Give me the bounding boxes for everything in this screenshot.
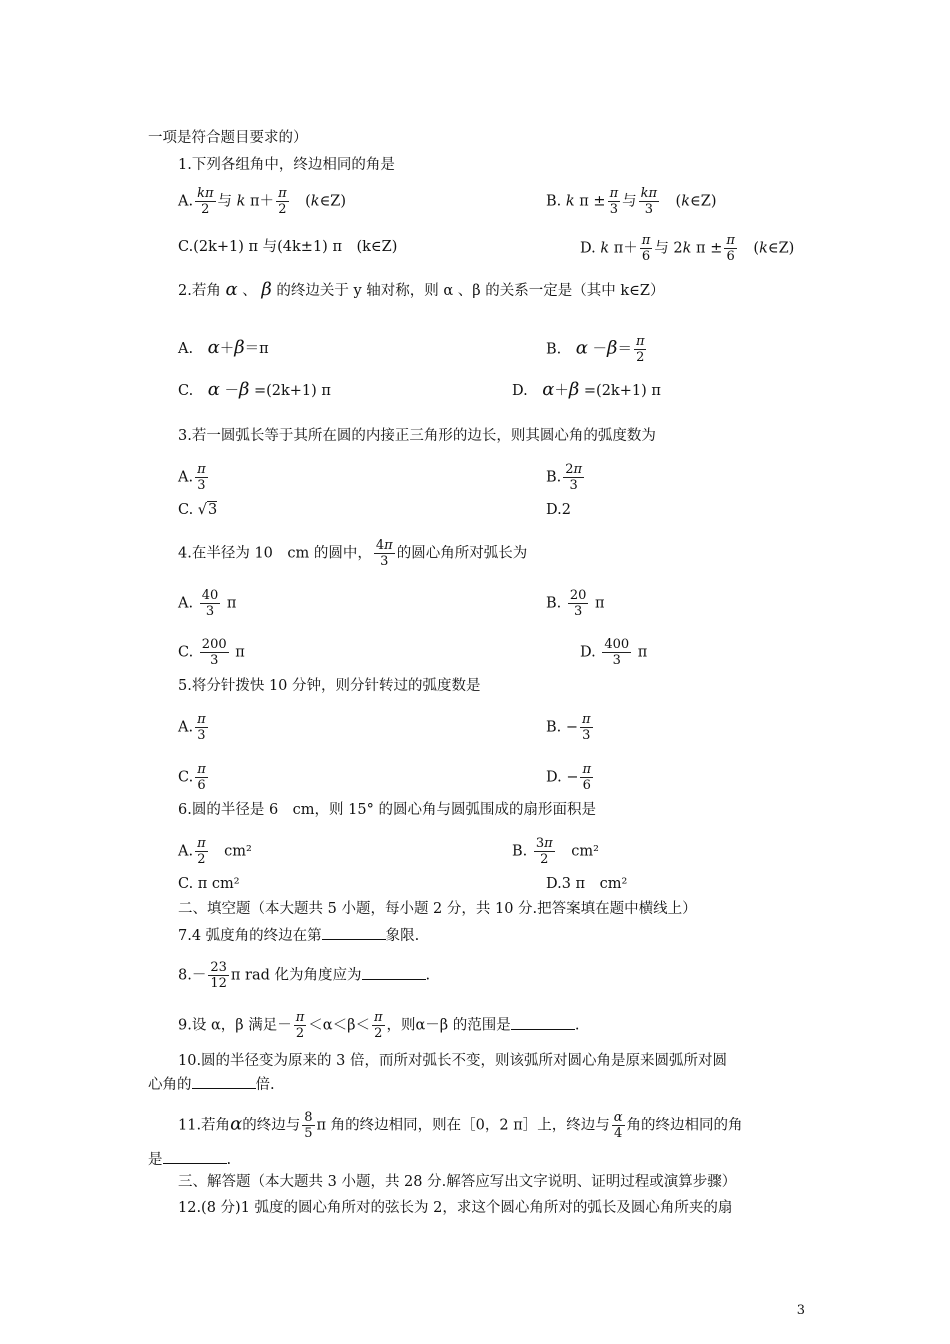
section-2-heading: 二、填空题（本大题共 5 小题，每小题 2 分，共 10 分.把答案填在题中横线上） <box>178 901 697 917</box>
question-4-stem: 4.在半径为 10 cm 的圆中， $\frac{4\pi}{3}$ 的圆心角所对弧长为 <box>178 538 528 569</box>
section-header: 一项是符合题目要求的） <box>148 130 308 146</box>
question-11-line-2: 是 . <box>148 1149 231 1170</box>
question-3-stem: 3.若一圆弧长等于其所在圆的内接正三角形的边长，则其圆心角的弧度数为 <box>178 428 656 444</box>
q6-option-a: A. $\frac{\pi}{2}$ cm² <box>178 836 252 867</box>
question-2-stem: 2.若角 α 、 β 的终边关于 y 轴对称，则 α 、β 的关系一定是（其中 k∈Z） <box>178 279 665 300</box>
q2-option-a: A. α＋β＝π <box>178 337 269 358</box>
question-1-stem: 1.下列各组角中，终边相同的角是 <box>178 157 395 173</box>
answer-blank[interactable] <box>511 1015 575 1030</box>
q6-option-d: D.3 π cm² <box>546 876 628 892</box>
q5-option-d: D. − $\frac{\pi}{6}$ <box>546 762 592 793</box>
q5-option-a: A. $\frac{\pi}{3}$ <box>178 712 206 743</box>
q2-option-c: C. α －β =(2k+1) π <box>178 379 331 400</box>
question-6-stem: 6.圆的半径是 6 cm，则 15° 的圆心角与圆弧围成的扇形面积是 <box>178 802 596 818</box>
q5-option-c: C. $\frac{\pi}{6}$ <box>178 762 206 793</box>
q4-option-b: B. $\frac{20}{3}$ π <box>546 588 605 619</box>
question-9: 9.设 α，β 满足－ $\frac{\pi}{2}$ ＜α＜β＜ $\frac{\pi}{2}$ ，则α－β 的范围是 . <box>178 1010 580 1041</box>
q3-option-a: A. $\frac{\pi}{3}$ <box>178 462 206 493</box>
q6-option-c: C. π cm² <box>178 876 240 892</box>
question-11-line-1: 11.若角α的终边与 $\frac{8}{5}$ π 角的终边相同，则在［0，2 π］上，终边与 $\frac{\alpha}{4}$ 角的终边相同的角 <box>178 1110 743 1141</box>
q1-option-d: D. k π＋ $\frac{\pi}{6}$ 与 2k π ± $\frac{\pi}{6}$ (k∈Z) <box>580 233 795 264</box>
question-5-stem: 5.将分针拨快 10 分钟，则分针转过的弧度数是 <box>178 678 481 694</box>
q4-option-a: A. $\frac{40}{3}$ π <box>178 588 237 619</box>
q1-option-b: B. k π ± $\frac{\pi}{3}$ 与 $\frac{k\pi}{3}$ (k∈Z) <box>546 186 717 217</box>
question-8: 8.－ $\frac{23}{12}$ π rad 化为角度应为 . <box>178 960 431 991</box>
question-7: 7.4 弧度角的终边在第 象限. <box>178 925 419 946</box>
q3-option-b: B. $\frac{2\pi}{3}$ <box>546 462 583 493</box>
q2-option-b: B. α －β＝ $\frac{\pi}{2}$ <box>546 334 645 365</box>
section-3-heading: 三、解答题（本大题共 3 小题，共 28 分.解答应写出文字说明、证明过程或演算步骤） <box>178 1174 737 1190</box>
q6-option-b: B. $\frac{3\pi}{2}$ cm² <box>512 836 599 867</box>
page-number: 3 <box>796 1303 805 1318</box>
answer-blank[interactable] <box>192 1074 256 1089</box>
q1-option-a: A. $\frac{k\pi}{2}$ 与 k π＋ $\frac{\pi}{2}$ (k∈Z) <box>178 186 347 217</box>
q3-option-d: D.2 <box>546 502 571 518</box>
q3-option-c: C. √3 <box>178 502 218 518</box>
answer-blank[interactable] <box>322 925 386 940</box>
q2-option-d: D. α＋β =(2k+1) π <box>512 379 661 400</box>
question-10-line-2: 心角的 倍. <box>148 1074 275 1095</box>
q5-option-b: B. − $\frac{\pi}{3}$ <box>546 712 591 743</box>
q4-option-d: D. $\frac{400}{3}$ π <box>580 637 648 668</box>
question-12: 12.(8 分)1 弧度的圆心角所对的弦长为 2，求这个圆心角所对的弧长及圆心角所夹的扇 <box>178 1200 733 1216</box>
q1-option-c: C.(2k+1) π 与(4k±1) π (k∈Z) <box>178 239 398 255</box>
question-10-line-1: 10.圆的半径变为原来的 3 倍，而所对弧长不变，则该弧所对圆心角是原来圆弧所对圆 <box>178 1053 728 1069</box>
q4-option-c: C. $\frac{200}{3}$ π <box>178 637 245 668</box>
answer-blank[interactable] <box>163 1149 227 1164</box>
answer-blank[interactable] <box>362 965 426 980</box>
